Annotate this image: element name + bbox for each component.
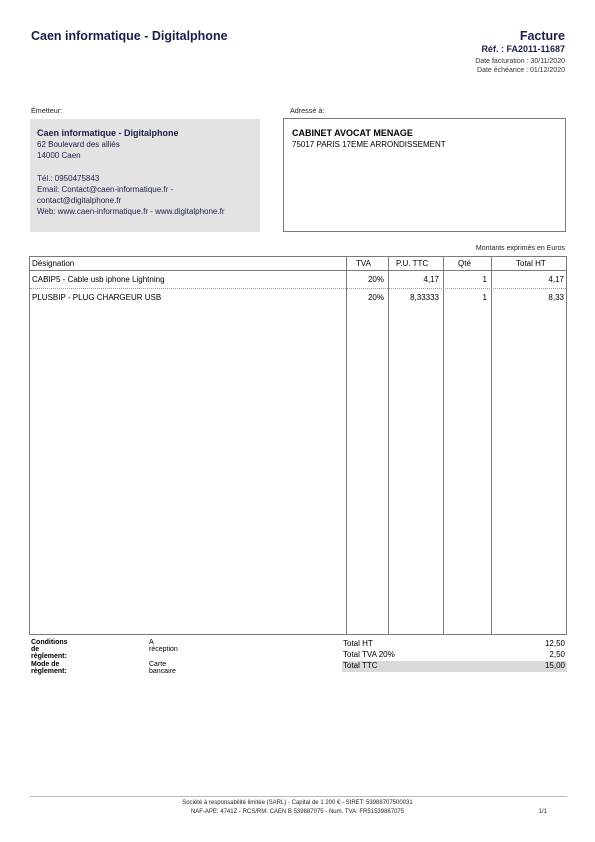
recipient-name: CABINET AVOCAT MENAGE [292,128,413,138]
cell-designation: CABIP5 - Cable usb iphone Lightning [32,275,165,284]
cell-total-ht: 8,33 [548,293,564,302]
issuer-email-line1: Email: Contact@caen-informatique.fr - [37,184,174,194]
issuer-address-line2: 14000 Caen [37,151,81,161]
recipient-box [283,118,566,232]
header-total-ht: Total HT [516,259,546,268]
cell-unit-price: 4,17 [423,275,439,284]
total-ht-value: 12,50 [544,639,565,648]
recipient-address: 75017 PARIS 17EME ARRONDISSEMENT [292,140,446,149]
column-separator [346,257,347,634]
cell-qty: 1 [482,293,487,302]
total-ht-label: Total HT [343,639,373,648]
cell-designation: PLUSBIP - PLUG CHARGEUR USB [32,293,162,302]
total-vat-value: 2,50 [549,650,565,659]
payment-terms-value: A réception [149,639,178,653]
total-ttc-row [342,661,567,672]
cell-unit-price: 8,33333 [410,293,439,302]
issuer-name: Caen informatique - Digitalphone [37,128,179,138]
cell-qty: 1 [482,275,487,284]
cell-vat: 20% [367,293,384,302]
issuer-box [30,119,260,232]
header-designation: Désignation [32,259,75,268]
issuer-web: Web: www.caen-informatique.fr - www.digitalphone.fr [37,207,225,217]
page-number: 1/1 [538,809,547,815]
cell-total-ht: 4,17 [548,275,564,284]
table-header-separator [30,270,566,271]
totals-block [342,639,567,672]
recipient-label: Adressé à: [290,106,325,115]
footer-divider [30,796,567,797]
total-vat-label: Total TVA 20% [343,650,395,659]
issuer-label: Émetteur: [31,106,63,115]
issuer-email-line2: contact@digitalphone.fr [37,196,122,206]
invoice-date: Date facturation : 30/11/2020 [475,58,565,65]
total-ttc-value: 15,00 [544,661,565,670]
payment-terms-label: Conditions de règlement: [31,639,68,660]
table-row [30,272,566,289]
total-ttc-label: Total TTC [343,661,378,670]
due-date: Date échéance : 01/12/2020 [477,66,565,74]
cell-vat: 20% [367,275,384,284]
total-vat-row [342,650,567,661]
footer-legal-line1: Société à responsabilité limitée (SARL) - Capital de 1 200 € - SIRET: 53988707500031 [182,800,413,806]
header-unit-price: P.U. TTC [396,259,429,268]
table-row [30,290,566,306]
issuer-phone: Tél.: 0950475843 [37,173,100,183]
invoice-dates [475,58,565,75]
invoice-lines-table [29,256,567,635]
document-type: Facture [519,29,565,43]
currency-note: Montants exprimés en Euros [475,245,565,252]
payment-mode-value: Carte bancaire [149,661,176,675]
header-qty: Qté [458,259,471,268]
total-ht-row [342,639,567,650]
payment-mode-label: Mode de règlement: [31,661,67,675]
column-separator [388,257,389,634]
issuer-address-line1: 62 Boulevard des alliés [37,140,120,150]
footer-legal-line2: NAF-APE: 4741Z - RCS/RM: CAEN B 539887075 - Num. TVA: FR51539887075 [190,809,405,815]
company-title: Caen informatique - Digitalphone [31,29,228,43]
header-vat: TVA [356,259,371,268]
invoice-reference: Réf. : FA2011-11687 [481,44,565,54]
column-separator [443,257,444,634]
column-separator [491,257,492,634]
